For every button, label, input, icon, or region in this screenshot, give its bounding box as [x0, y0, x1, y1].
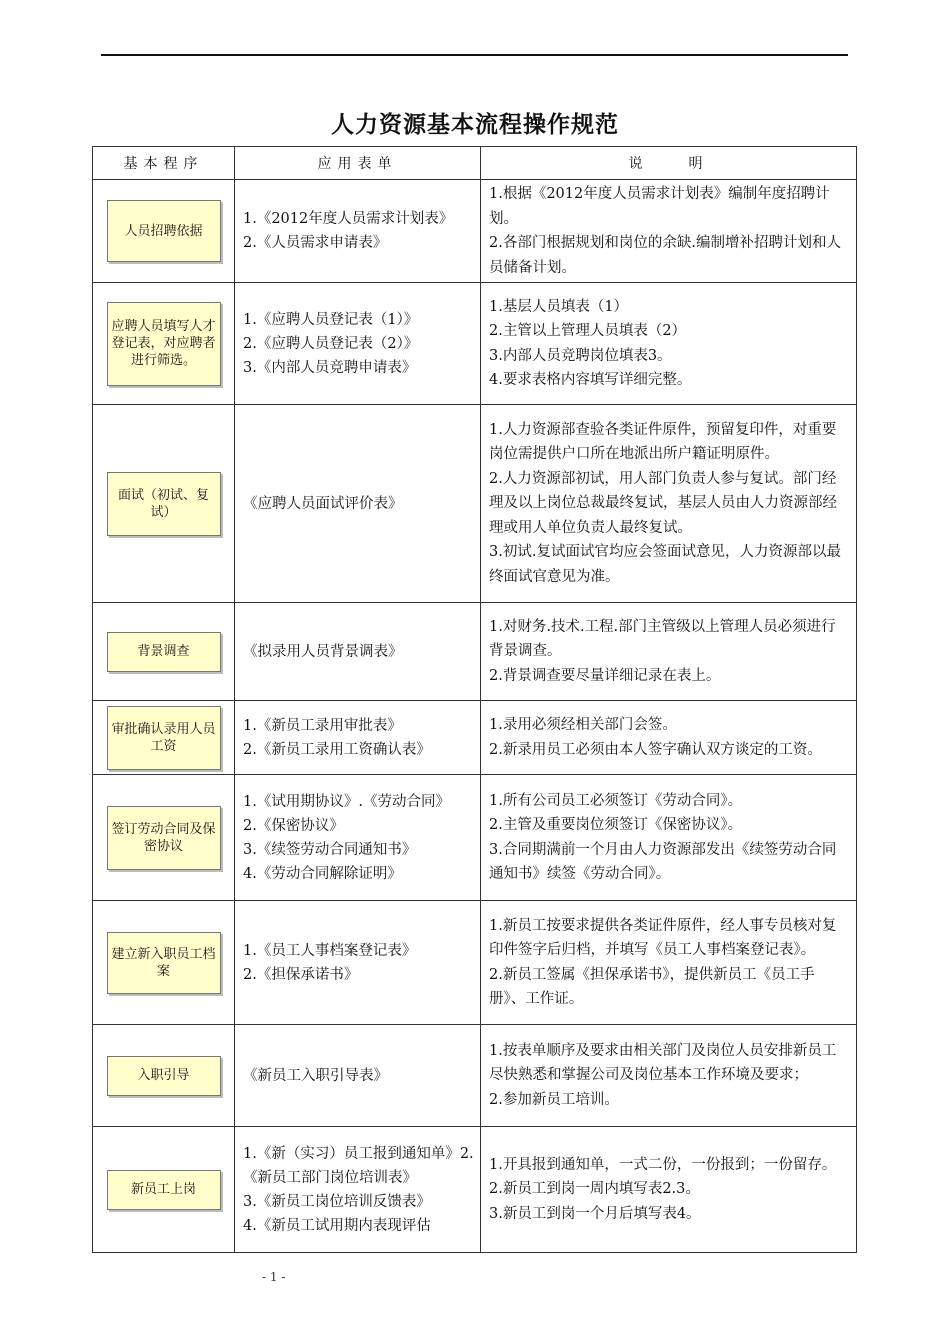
forms-cell — [235, 180, 481, 283]
table-row — [93, 701, 857, 775]
step-box: 应聘人员填写人才登记表，对应聘者进行筛选。 — [107, 302, 221, 386]
table-row — [93, 1025, 857, 1127]
note-item: 1.人力资源部查验各类证件原件，预留复印件，对重要岗位需提供户口所在地派出所户籍证明原件。 — [489, 421, 837, 463]
step-box: 建立新入职员工档案 — [107, 932, 221, 994]
note-item: 1.新员工按要求提供各类证件原件，经人事专员核对复印件签字后归档，并填写《员工人事档案登记表》。 — [489, 917, 837, 958]
header-step: 基本程序 — [93, 147, 235, 180]
table-row — [93, 405, 857, 603]
note-item: 2.新员工签属《担保承诺书》，提供新员工《员工手册》、工作证。 — [489, 966, 815, 1007]
forms-cell — [235, 1025, 481, 1127]
form-item: 4.《新员工试用期内表现评估 — [243, 1217, 431, 1234]
note-item: 3.合同期满前一个月由人力资源部发出《续签劳动合同通知书》续签《劳动合同》。 — [489, 841, 837, 882]
step-box: 背景调查 — [107, 632, 221, 672]
forms-cell — [235, 405, 481, 603]
step-box: 审批确认录用人员工资 — [107, 706, 221, 770]
step-cell — [93, 701, 235, 775]
form-item: 3.《内部人员竞聘申请表》 — [243, 359, 417, 376]
form-item: 2.《人员需求申请表》 — [243, 235, 388, 251]
table-row — [93, 283, 857, 405]
notes-cell — [481, 901, 857, 1025]
note-item: 1.基层人员填表（1） — [489, 298, 629, 315]
table-row — [93, 1127, 857, 1253]
note-item: 1.录用必须经相关部门会签。 — [489, 717, 677, 733]
form-item: 1.《2012年度人员需求计划表》 — [243, 211, 454, 227]
table-row — [93, 901, 857, 1025]
form-item: 《应聘人员面试评价表》 — [243, 495, 403, 512]
forms-cell — [235, 1127, 481, 1253]
form-item: 3.《新员工岗位培训反馈表》 — [243, 1193, 431, 1210]
note-item: 2.主管以上管理人员填表（2） — [489, 323, 687, 339]
header-notes: 说 明 — [481, 147, 857, 180]
notes-cell — [481, 701, 857, 775]
form-item: 1.《新员工录用审批表》 — [243, 717, 402, 734]
note-item: 2.背景调查要尽量详细记录在表上。 — [489, 667, 721, 684]
step-cell — [93, 901, 235, 1025]
note-item: 1.所有公司员工必须签订《劳动合同》。 — [489, 792, 743, 809]
form-item: 《拟录用人员背景调表》 — [243, 643, 403, 660]
form-item: 1.《新（实习）员工报到通知单》2.《新员工部门岗位培训表》 — [243, 1145, 474, 1186]
note-item: 1.对财务.技术.工程.部门主管级以上管理人员必须进行背景调查。 — [489, 618, 836, 660]
step-cell — [93, 180, 235, 283]
step-cell — [93, 603, 235, 701]
notes-cell — [481, 603, 857, 701]
note-item: 1.根据《2012年度人员需求计划表》编制年度招聘计划。 — [489, 186, 830, 227]
form-item: 2.《担保承诺书》 — [243, 966, 359, 983]
forms-cell — [235, 603, 481, 701]
forms-cell — [235, 701, 481, 775]
step-cell — [93, 283, 235, 405]
note-item: 1.按表单顺序及要求由相关部门及岗位人员安排新员工尽快熟悉和掌握公司及岗位基本工作环境及要求； — [489, 1042, 837, 1084]
table-header-row — [93, 147, 857, 180]
form-item: 1.《试用期协议》.《劳动合同》 — [243, 793, 450, 810]
process-table — [92, 146, 857, 1253]
step-box: 面试（初试、复试） — [107, 472, 221, 536]
form-item: 2.《新员工录用工资确认表》 — [243, 741, 431, 758]
step-box: 入职引导 — [107, 1056, 221, 1096]
step-cell — [93, 405, 235, 603]
form-item: 《新员工入职引导表》 — [243, 1067, 388, 1084]
step-cell — [93, 1127, 235, 1253]
step-box: 签订劳动合同及保密协议 — [107, 806, 221, 870]
notes-cell — [481, 775, 857, 901]
note-item: 3.初试.复试面试官均应会签面试意见，人力资源部以最终面试官意见为准。 — [489, 544, 841, 585]
note-item: 4.要求表格内容填写详细完整。 — [489, 372, 692, 388]
note-item: 3.新员工到岗一个月后填写表4。 — [489, 1205, 701, 1222]
form-item: 1.《员工人事档案登记表》 — [243, 942, 417, 959]
note-item: 2.人力资源部初试，用人部门负责人参与复试。部门经理及以上岗位总裁最终复试，基层人员由人力资源部经理或用人单位负责人最终复试。 — [489, 470, 837, 536]
table-row — [93, 775, 857, 901]
step-box: 人员招聘依据 — [107, 200, 221, 262]
forms-cell — [235, 901, 481, 1025]
note-item: 3.内部人员竞聘岗位填表3。 — [489, 347, 672, 364]
form-item: 4.《劳动合同解除证明》 — [243, 865, 402, 882]
header-forms: 应用表单 — [235, 147, 481, 180]
form-item: 1.《应聘人员登记表（1）》 — [243, 311, 419, 328]
forms-cell — [235, 283, 481, 405]
forms-cell — [235, 775, 481, 901]
step-box: 新员工上岗 — [107, 1170, 221, 1210]
note-item: 2.新录用员工必须由本人签字确认双方谈定的工资。 — [489, 741, 822, 758]
notes-cell — [481, 1127, 857, 1253]
note-item: 2.参加新员工培训。 — [489, 1091, 619, 1108]
form-item: 2.《保密协议》 — [243, 817, 344, 834]
note-item: 2.各部门根据规划和岗位的余缺.编制增补招聘计划和人员储备计划。 — [489, 235, 841, 276]
table-row — [93, 180, 857, 283]
table-row — [93, 603, 857, 701]
step-cell — [93, 1025, 235, 1127]
step-cell — [93, 775, 235, 901]
header-rule — [101, 54, 848, 56]
note-item: 2.新员工到岗一周内填写表2.3。 — [489, 1181, 700, 1198]
note-item: 1.开具报到通知单，一式二份，一份报到；一份留存。 — [489, 1156, 837, 1173]
notes-cell — [481, 1025, 857, 1127]
page-title: 人力资源基本流程操作规范 — [331, 112, 619, 138]
notes-cell — [481, 180, 857, 283]
page-number: - 1 - — [262, 1270, 286, 1284]
form-item: 2.《应聘人员登记表（2）》 — [243, 335, 419, 352]
notes-cell — [481, 405, 857, 603]
form-item: 3.《续签劳动合同通知书》 — [243, 841, 417, 858]
notes-cell — [481, 283, 857, 405]
note-item: 2.主管及重要岗位须签订《保密协议》。 — [489, 817, 743, 833]
